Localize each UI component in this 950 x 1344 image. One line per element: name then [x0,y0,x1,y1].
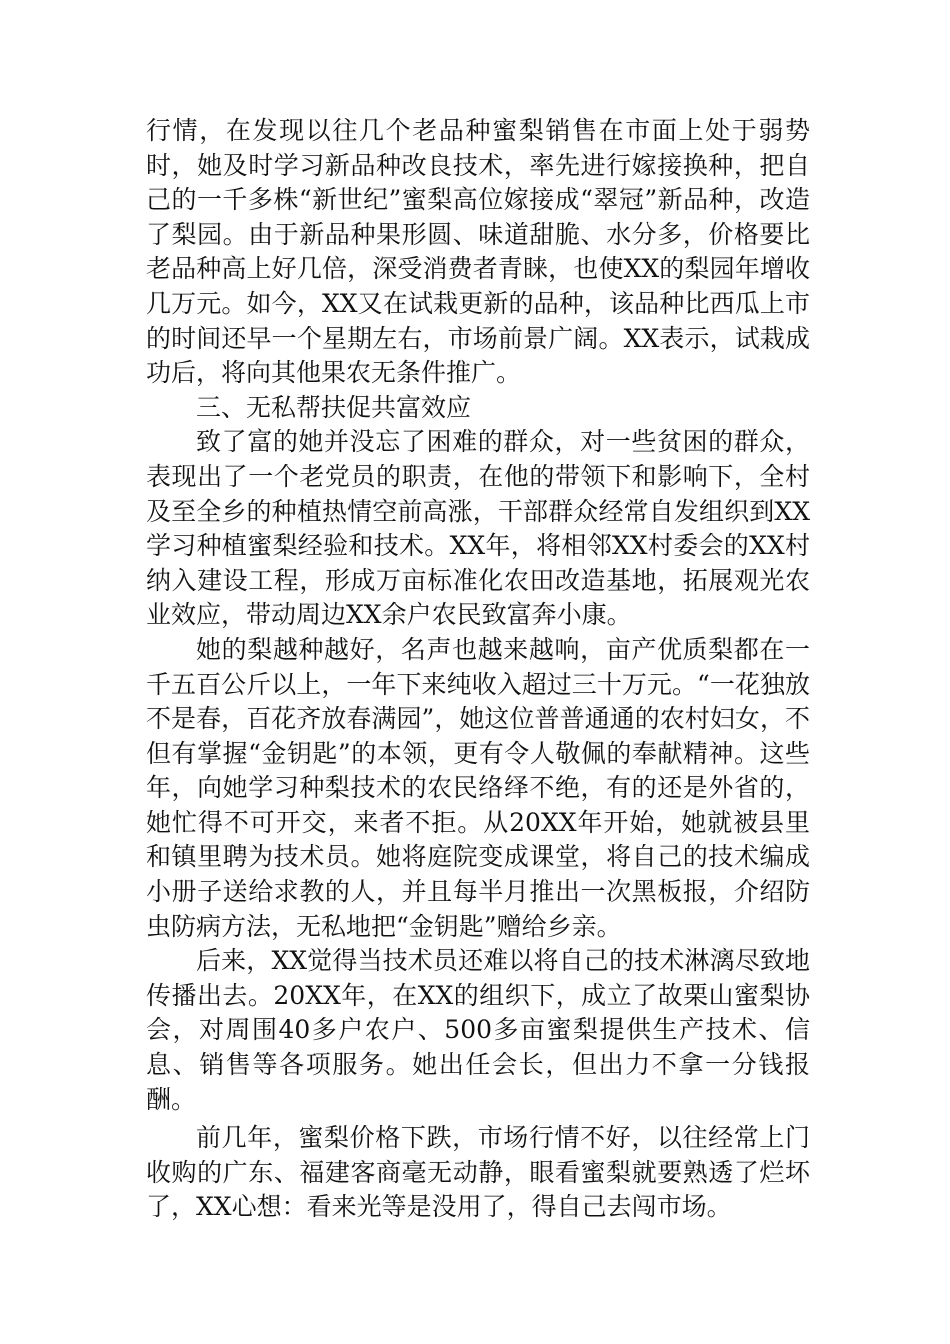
section-heading-3: 三、无私帮扶促共富效应 [196,392,472,422]
paragraph-p3: 她的梨越种越好，名声也越来越响，亩产优质梨都在一千五百公斤以上，一年下来纯收入超过三十万元。“一花独放不是春，百花齐放春满园”，她这位普普通通的农村妇女，不但有掌握“金钥匙”的本领，更有令人敬佩的奉献精神。这些年，向她学习种梨技术的农民络绎不绝，有的还是外省的，她忙得不可开交，来者不拒。从20XX年开始，她就被县里和镇里聘为技术员。她将庭院变成课堂，将自己的技术编成小册子送给求教的人，并且每半月推出一次黑板报，介绍防虫防病方法，无私地把“金钥匙”赠给乡亲。 [146,634,810,941]
paragraph-p2: 致了富的她并没忘了困难的群众，对一些贫困的群众，表现出了一个老党员的职责，在他的带领下和影响下，全村及至全乡的种植热情空前高涨，干部群众经常自发组织到XX学习种植蜜梨经验和技术。XX年，将相邻XX村委会的XX村纳入建设工程，形成万亩标准化农田改造基地，拓展观光农业效应，带动周边XX余户农民致富奔小康。 [146,427,810,630]
paragraph-p4: 后来，XX觉得当技术员还难以将自己的技术淋漓尽致地传播出去。20XX年，在XX的组织下，成立了故栗山蜜梨协会，对周围40多户农户、500多亩蜜梨提供生产技术、信息、销售等各项服务。她出任会长，但出力不拿一分钱报酬。 [146,946,810,1114]
paragraph-p5: 前几年，蜜梨价格下跌，市场行情不好，以往经常上门收购的广东、福建客商毫无动静，眼看蜜梨就要熟透了烂坏了，XX心想：看来光等是没用了，得自己去闯市场。 [146,1123,810,1222]
document-body [146,114,810,1225]
paragraph-p1: 行情，在发现以往几个老品种蜜梨销售在市面上处于弱势时，她及时学习新品种改良技术，率先进行嫁接换种，把自己的一千多株“新世纪”蜜梨高位嫁接成“翠冠”新品种，改造了梨园。由于新品种果形圆、味道甜脆、水分多，价格要比老品种高上好几倍，深受消费者青睐，也使XX的梨园年增收几万元。如今，XX又在试栽更新的品种，该品种比西瓜上市的时间还早一个星期左右，市场前景广阔。XX表示，试栽成功后，将向其他果农无条件推广。 [146,116,810,388]
